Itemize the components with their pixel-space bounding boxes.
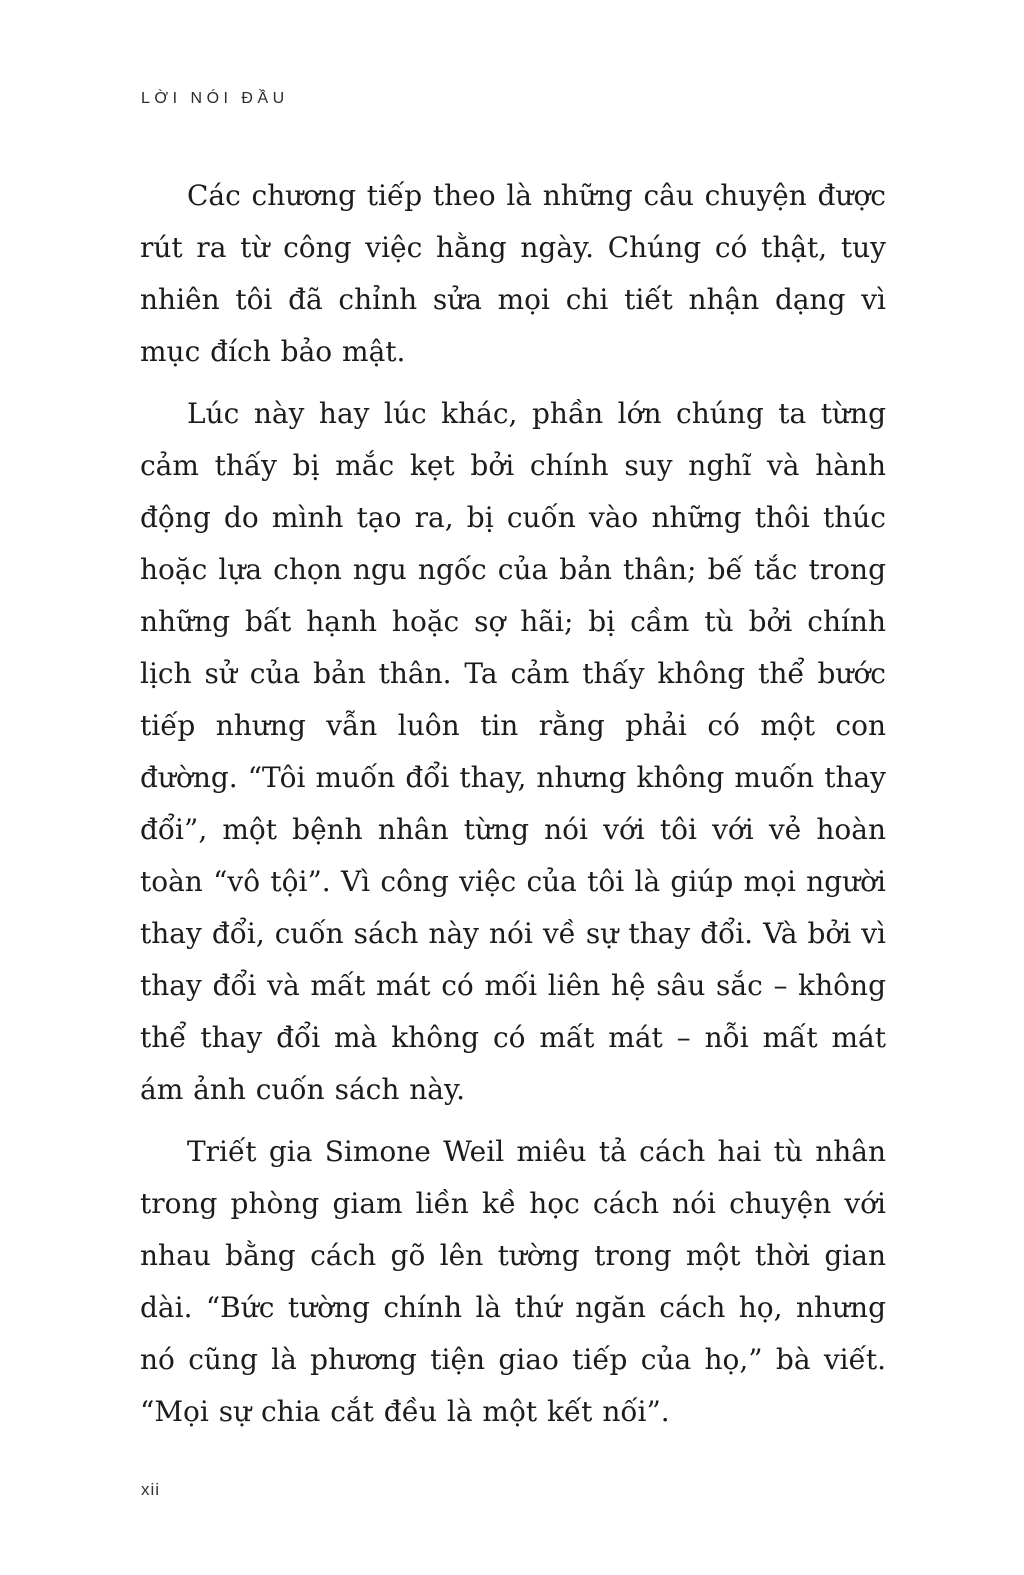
running-header: LỜI NÓI ĐẦU: [141, 90, 289, 107]
body-text: [140, 170, 886, 1438]
page-number: xii: [141, 1480, 161, 1499]
paragraph-2: Lúc này hay lúc khác, phần lớn chúng ta từng cảm thấy bị mắc kẹt bởi chính suy nghĩ và hành động do mình tạo ra, bị cuốn vào những thôi thúc hoặc lựa chọn ngu ngốc của bản thân; bế tắc trong những bất hạnh hoặc sợ hãi; bị cầm tù bởi chính lịch sử của bản thân. Ta cảm thấy không thể bước tiếp nhưng vẫn luôn tin rằng phải có một con đường. “Tôi muốn đổi thay, nhưng không muốn thay đổi”, một bệnh nhân từng nói với tôi với vẻ hoàn toàn “vô tội”. Vì công việc của tôi là giúp mọi người thay đổi, cuốn sách này nói về sự thay đổi. Và bởi vì thay đổi và mất mát có mối liên hệ sâu sắc – không thể thay đổi mà không có mất mát – nỗi mất mát ám ảnh cuốn sách này.: [140, 397, 886, 1106]
paragraph-1: Các chương tiếp theo là những câu chuyện được rút ra từ công việc hằng ngày. Chúng có thật, tuy nhiên tôi đã chỉnh sửa mọi chi tiết nhận dạng vì mục đích bảo mật.: [140, 179, 886, 368]
paragraph-3: Triết gia Simone Weil miêu tả cách hai tù nhân trong phòng giam liền kề học cách nói chuyện với nhau bằng cách gõ lên tường trong một thời gian dài. “Bức tường chính là thứ ngăn cách họ, nhưng nó cũng là phương tiện giao tiếp của họ,” bà viết. “Mọi sự chia cắt đều là một kết nối”.: [140, 1135, 886, 1428]
